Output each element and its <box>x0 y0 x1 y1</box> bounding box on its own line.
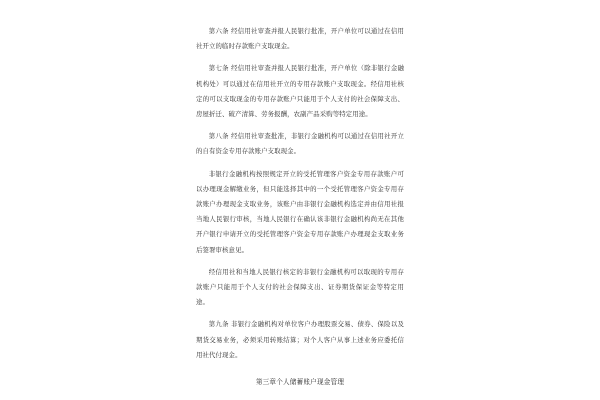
document-body <box>196 24 404 389</box>
article-7-paragraph: 第七条 经信用社审查并报人民银行批准，开户单位（除非银行金融机构处）可以通过在信用社开立的专用存款账户支取现金。经信用社核定的可以支取现金的专用存款账户只能用于个人支付的社会保障支出、房屋折迁、破产清算、劳务报酬，农副产品采购等特定用途。 <box>196 64 404 119</box>
article-8-usage-paragraph: 经信用社和当地人民银行核定的非银行金融机构可以取现的专用存款账户只能用于个人支付的社会保障支出、证券期货保证金等特定用途。 <box>196 267 404 307</box>
article-9-paragraph: 第九条 非银行金融机构对单位客户办理股票交易、债券、保险以及期货交易业务，必须采用转账结算；对个人客户从事上述业务应委托信用社代付现金。 <box>196 320 404 359</box>
article-6-paragraph: 第六条 经信用社审查并报人民银行批准，开户单位可以通过在信用社开立的临时存款账户支取现金。 <box>196 27 404 51</box>
article-8-paragraph: 第八条 经信用社审查批准，非银行金融机构可以通过在信用社开立的自有资金专用存款账户支取现金。 <box>196 132 404 156</box>
chapter-heading: 第三章个人储蓄账户现金管理 <box>255 378 345 387</box>
article-8-trustee-account-paragraph: 非银行金融机构按照规定开立的受托管理客户资金专用存款账户可以办理现金解缴业务，但只能选择其中的一个受托管理客户资金专用存款账户办理现金支取业务，该账户由非银行金融机构选定并由信用社报当地人民银行审核，当地人民银行在确认该非银行金融机构尚无在其他开户银行申请开立的受托管理客户资金专用存款账户办理现金支取业务后签署审核意见。 <box>196 169 404 254</box>
